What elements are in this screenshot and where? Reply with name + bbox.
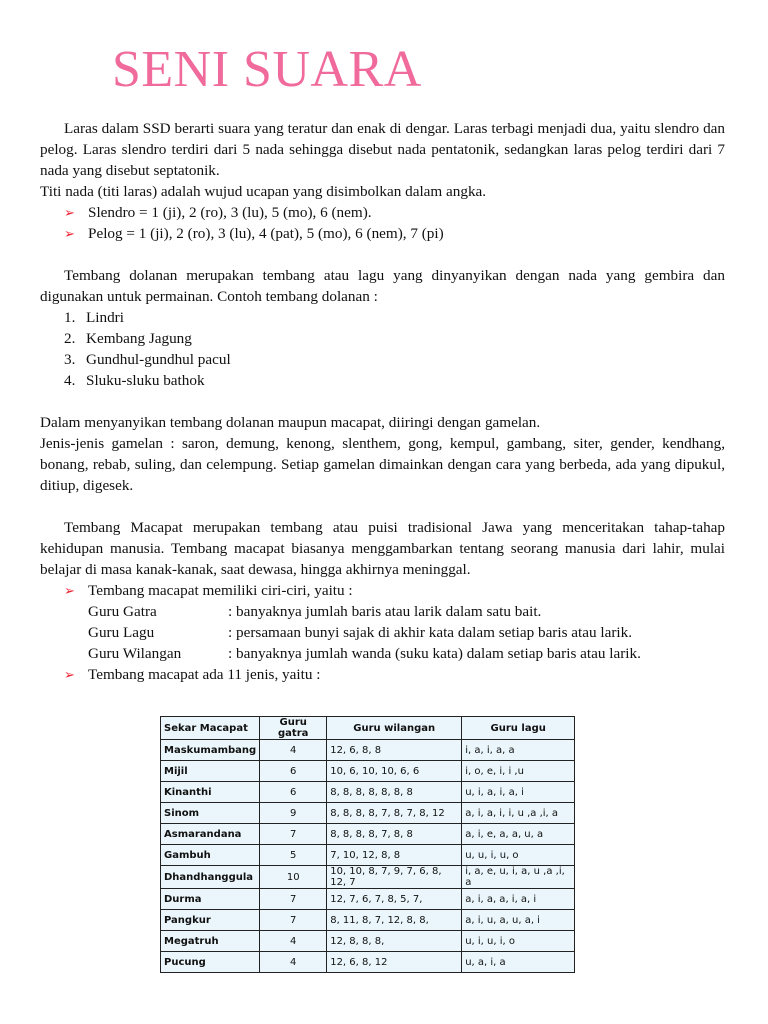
cell-guru-lagu: a, i, u, a, u, a, i [462, 910, 575, 931]
table-row [161, 931, 575, 952]
list-item-text: Kembang Jagung [86, 330, 192, 347]
table-header-row [161, 717, 575, 740]
definition-desc: : banyaknya jumlah wanda (suku kata) dalam setiap baris atau larik. [228, 645, 641, 662]
macapat-table [160, 716, 575, 973]
cell-guru-wilangan: 12, 8, 8, 8, [327, 931, 462, 952]
table-header: Sekar Macapat [161, 717, 260, 740]
cell-sekar-macapat: Kinanthi [161, 782, 260, 803]
cell-guru-wilangan: 8, 8, 8, 8, 7, 8, 8 [327, 824, 462, 845]
paragraph-gamelan-intro: Dalam menyanyikan tembang dolanan maupun macapat, diiringi dengan gamelan. [40, 414, 541, 431]
table-header: Guru wilangan [327, 717, 462, 740]
cell-guru-gatra: 7 [260, 824, 327, 845]
cell-guru-lagu: u, a, i, a [462, 952, 575, 973]
bullet-text: Slendro = 1 (ji), 2 (ro), 3 (lu), 5 (mo), 6 (nem). [88, 204, 372, 221]
definition-desc: : persamaan bunyi sajak di akhir kata dalam setiap baris atau larik. [228, 624, 633, 641]
arrow-bullet-icon: ➢ [64, 205, 75, 220]
bullet-text: Pelog = 1 (ji), 2 (ro), 3 (lu), 4 (pat), 5 (mo), 6 (nem), 7 (pi) [88, 225, 444, 242]
cell-sekar-macapat: Gambuh [161, 845, 260, 866]
cell-guru-wilangan: 8, 8, 8, 8, 7, 8, 7, 8, 12 [327, 803, 462, 824]
cell-guru-lagu: i, a, i, a, a [462, 740, 575, 761]
table-row [161, 824, 575, 845]
table-row [161, 740, 575, 761]
cell-guru-gatra: 7 [260, 889, 327, 910]
cell-guru-wilangan: 8, 11, 8, 7, 12, 8, 8, [327, 910, 462, 931]
bullet-text: Tembang macapat memiliki ciri-ciri, yaitu : [88, 582, 353, 599]
table-header: Guru lagu [462, 717, 575, 740]
cell-guru-gatra: 10 [260, 866, 327, 889]
definition-row [40, 643, 725, 664]
arrow-bullet-icon: ➢ [64, 583, 75, 598]
cell-guru-lagu: u, u, i, u, o [462, 845, 575, 866]
bullet-item [40, 202, 725, 223]
table-row [161, 845, 575, 866]
cell-guru-gatra: 6 [260, 761, 327, 782]
bullet-item [40, 580, 725, 601]
table-row [161, 952, 575, 973]
page-title: SENI SUARA [112, 41, 422, 98]
cell-guru-gatra: 6 [260, 782, 327, 803]
paragraph-jenis-gamelan: Jenis-jenis gamelan : saron, demung, kenong, slenthem, gong, kempul, gambang, siter, gender, kendhang, bonang, rebab, suling, dan celempung. Setiap gamelan dimainkan dengan cara yang berbeda, ada yang dipukul, ditiup, digesek. [40, 435, 725, 494]
list-item: 4. Sluku-sluku bathok [64, 372, 205, 389]
cell-guru-lagu: a, i, e, a, a, u, a [462, 824, 575, 845]
arrow-bullet-icon: ➢ [64, 226, 75, 241]
cell-guru-gatra: 4 [260, 952, 327, 973]
cell-guru-gatra: 7 [260, 910, 327, 931]
cell-guru-gatra: 4 [260, 740, 327, 761]
list-item-text: Sluku-sluku bathok [86, 372, 205, 389]
definition-term: Guru Gatra [88, 603, 157, 620]
table-row [161, 910, 575, 931]
bullet-item [40, 223, 725, 244]
cell-sekar-macapat: Dhandhanggula [161, 866, 260, 889]
cell-guru-wilangan: 12, 6, 8, 12 [327, 952, 462, 973]
cell-sekar-macapat: Durma [161, 889, 260, 910]
cell-sekar-macapat: Asmarandana [161, 824, 260, 845]
cell-guru-wilangan: 10, 6, 10, 10, 6, 6 [327, 761, 462, 782]
cell-guru-gatra: 4 [260, 931, 327, 952]
cell-guru-wilangan: 12, 6, 8, 8 [327, 740, 462, 761]
cell-guru-lagu: a, i, a, i, i, u ,a ,i, a [462, 803, 575, 824]
cell-sekar-macapat: Mijil [161, 761, 260, 782]
cell-guru-wilangan: 10, 10, 8, 7, 9, 7, 6, 8, 12, 7 [327, 866, 462, 889]
cell-guru-lagu: i, o, e, i, i ,u [462, 761, 575, 782]
paragraph-tembang-macapat: Tembang Macapat merupakan tembang atau puisi tradisional Jawa yang menceritakan tahap-tahap kehidupan manusia. Tembang macapat biasanya menggambarkan tentang seorang manusia dari lahir, mulai belajar di masa kanak-kanak, saat dewasa, hingga akhirnya meninggal. [40, 519, 725, 578]
cell-guru-gatra: 5 [260, 845, 327, 866]
definition-desc: : banyaknya jumlah baris atau larik dalam satu bait. [228, 603, 542, 620]
cell-sekar-macapat: Maskumambang [161, 740, 260, 761]
bullet-item [40, 664, 725, 685]
list-item: 2. Kembang Jagung [64, 330, 192, 347]
list-item-text: Lindri [86, 309, 124, 326]
cell-guru-lagu: a, i, a, a, i, a, i [462, 889, 575, 910]
cell-guru-wilangan: 12, 7, 6, 7, 8, 5, 7, [327, 889, 462, 910]
table-row [161, 889, 575, 910]
table-row [161, 866, 575, 889]
cell-guru-wilangan: 8, 8, 8, 8, 8, 8, 8 [327, 782, 462, 803]
cell-guru-lagu: i, a, e, u, i, a, u ,a ,i, a [462, 866, 575, 889]
cell-guru-lagu: u, i, a, i, a, i [462, 782, 575, 803]
definition-row [40, 601, 725, 622]
table-row [161, 803, 575, 824]
paragraph-laras: Laras dalam SSD berarti suara yang teratur dan enak di dengar. Laras terbagi menjadi dua, yaitu slendro dan pelog. Laras slendro terdiri dari 5 nada sehingga disebut nada pentatonik, sedangkan laras pelog terdiri dari 7 nada yang disebut septatonik. [40, 120, 725, 179]
document-body [40, 118, 725, 685]
list-item: 1. Lindri [64, 309, 124, 326]
paragraph-titi-nada: Titi nada (titi laras) adalah wujud ucapan yang disimbolkan dalam angka. [40, 183, 487, 200]
cell-sekar-macapat: Sinom [161, 803, 260, 824]
bullet-text: Tembang macapat ada 11 jenis, yaitu : [88, 666, 321, 683]
definition-term: Guru Lagu [88, 624, 155, 641]
cell-sekar-macapat: Pangkur [161, 910, 260, 931]
macapat-table-wrapper [160, 716, 575, 973]
cell-sekar-macapat: Pucung [161, 952, 260, 973]
table-row [161, 782, 575, 803]
cell-guru-lagu: u, i, u, i, o [462, 931, 575, 952]
list-item-text: Gundhul-gundhul pacul [86, 351, 231, 368]
definition-row [40, 622, 725, 643]
table-body [161, 740, 575, 973]
list-item: 3. Gundhul-gundhul pacul [64, 351, 231, 368]
table-row [161, 761, 575, 782]
arrow-bullet-icon: ➢ [64, 667, 75, 682]
cell-guru-wilangan: 7, 10, 12, 8, 8 [327, 845, 462, 866]
definition-term: Guru Wilangan [88, 645, 182, 662]
cell-guru-gatra: 9 [260, 803, 327, 824]
table-header: Guru gatra [260, 717, 327, 740]
cell-sekar-macapat: Megatruh [161, 931, 260, 952]
paragraph-tembang-dolanan: Tembang dolanan merupakan tembang atau lagu yang dinyanyikan dengan nada yang gembira dan digunakan untuk permainan. Contoh tembang dolanan : [40, 267, 725, 305]
